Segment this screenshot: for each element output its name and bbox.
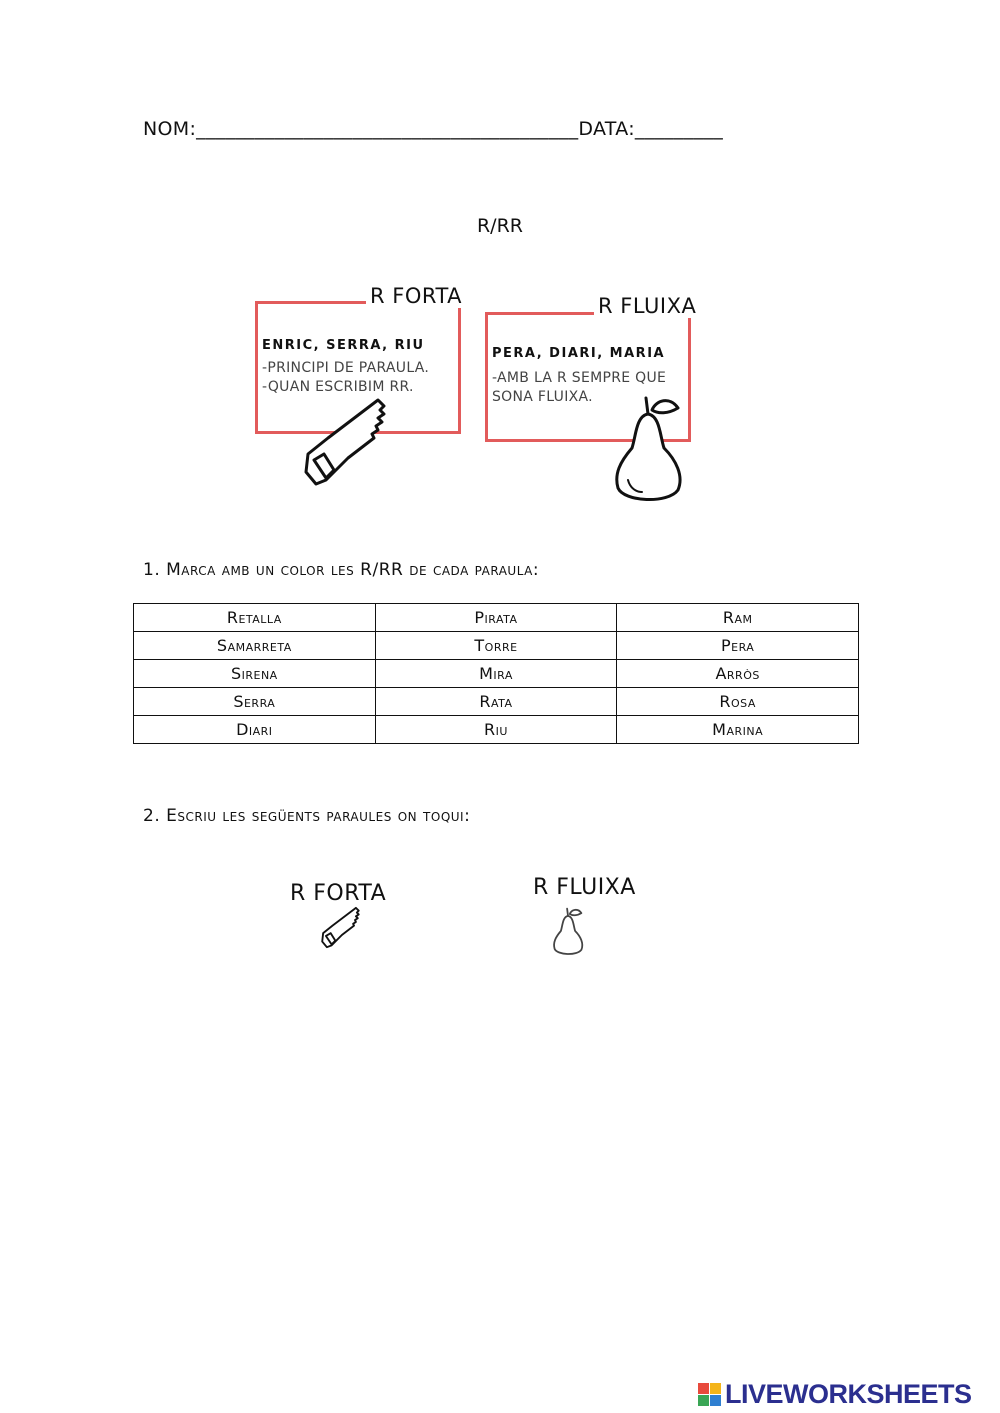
word-table: [133, 603, 859, 744]
saw-icon: [298, 396, 390, 490]
table-row: [134, 716, 859, 744]
table-row: [134, 660, 859, 688]
pear-icon: [550, 906, 586, 956]
table-cell[interactable]: Rata: [375, 688, 617, 716]
drop-column-title-fluixa: R FLUIXA: [533, 875, 636, 900]
date-field[interactable]: _________: [634, 118, 724, 140]
question-2: 2. Escriu les següents paraules on toqui:: [143, 806, 471, 826]
table-cell[interactable]: Marina: [617, 716, 859, 744]
rule-examples-forta: ENRIC, SERRA, RIU: [262, 338, 425, 353]
table-cell[interactable]: Rosa: [617, 688, 859, 716]
table-cell[interactable]: Arròs: [617, 660, 859, 688]
question-1: 1. Marca amb un color les R/RR de cada paraula:: [143, 560, 540, 580]
name-label: NOM:: [143, 118, 197, 140]
rule-line-fluixa-1: -AMB LA R SEMPRE QUE: [492, 370, 667, 386]
page-title: R/RR: [476, 215, 523, 237]
name-date-line: [143, 118, 723, 140]
table-cell[interactable]: Ram: [617, 604, 859, 632]
table-cell[interactable]: Riu: [375, 716, 617, 744]
date-label: DATA:: [578, 118, 635, 140]
rule-line-forta-1: -PRINCIPI DE PARAULA.: [262, 360, 430, 376]
table-row: [134, 604, 859, 632]
logo-badge-icon: [698, 1383, 721, 1406]
table-cell[interactable]: Pera: [617, 632, 859, 660]
table-cell[interactable]: Pirata: [375, 604, 617, 632]
rule-examples-fluixa: PERA, DIARI, MARIA: [492, 346, 666, 361]
table-cell[interactable]: Serra: [134, 688, 376, 716]
drop-column-title-forta: R FORTA: [290, 881, 387, 906]
table-row: [134, 688, 859, 716]
table-row: [134, 632, 859, 660]
table-cell[interactable]: Sirena: [134, 660, 376, 688]
rule-title-fluixa: R FLUIXA: [594, 294, 700, 318]
rule-line-fluixa-2: SONA FLUIXA.: [492, 389, 593, 405]
table-cell[interactable]: Diari: [134, 716, 376, 744]
logo-text: LIVEWORKSHEETS: [725, 1379, 972, 1409]
table-cell[interactable]: Samarreta: [134, 632, 376, 660]
table-cell[interactable]: Mira: [375, 660, 617, 688]
table-cell[interactable]: Retalla: [134, 604, 376, 632]
liveworksheets-logo: [698, 1379, 972, 1410]
rule-line-forta-2: -QUAN ESCRIBIM RR.: [262, 379, 414, 395]
table-cell[interactable]: Torre: [375, 632, 617, 660]
pear-icon: [608, 392, 688, 504]
name-field[interactable]: _______________________________________: [196, 118, 579, 140]
saw-icon: [318, 906, 362, 950]
rule-title-forta: R FORTA: [366, 284, 466, 308]
